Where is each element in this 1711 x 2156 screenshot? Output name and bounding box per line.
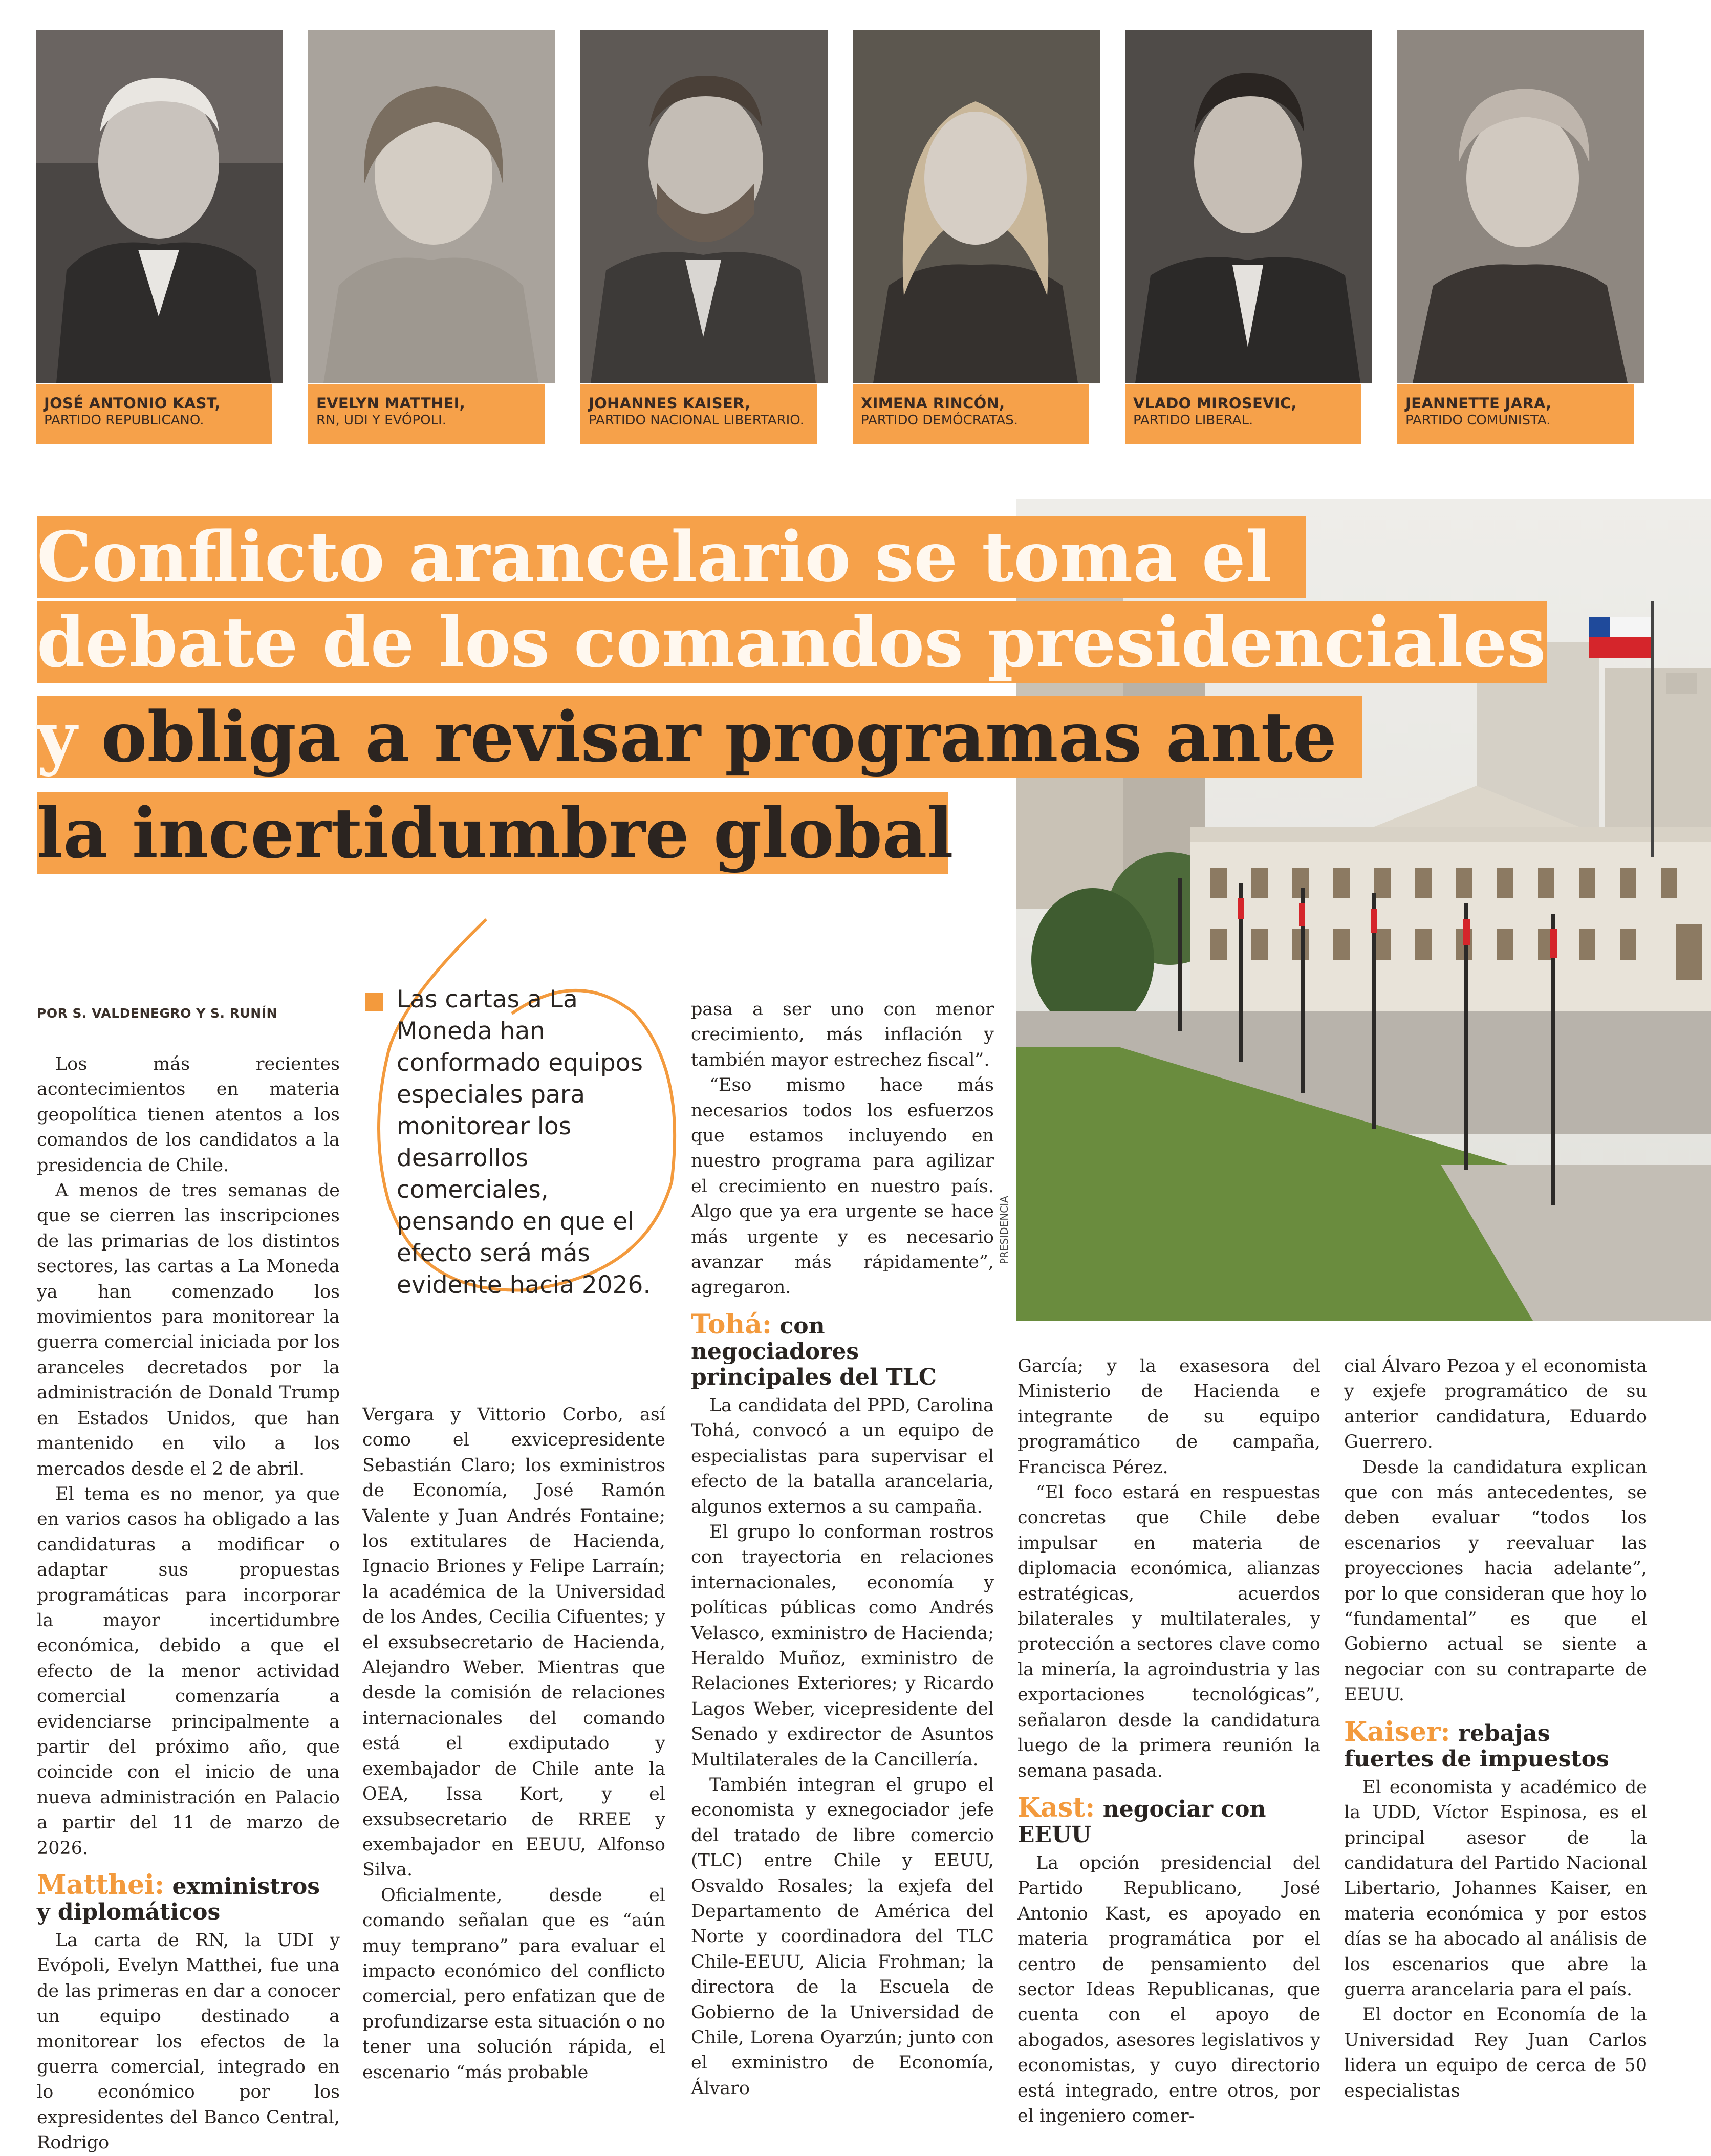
- caption-kast: JOSÉ ANTONIO KAST, PARTIDO REPUBLICANO.: [36, 384, 272, 444]
- pull-quote-bullet: [365, 993, 383, 1011]
- subhead-kaiser: Kaiser: rebajas fuertes de impuestos: [1344, 1716, 1609, 1772]
- portrait-kaiser: [580, 30, 828, 383]
- column-2: [362, 1403, 665, 2085]
- paragraph: A menos de tres semanas de que se cierren las inscripciones de las primarias de los distintos sectores, las cartas a La Moneda ya han comenzado los movimientos para monitorear la guerra comercial iniciada por los aranceles decretados por la administración de Donald Trump en Estados Unidos, que han mantenido en vilo a los mercados desde el 2 de abril.: [37, 1180, 340, 1479]
- paragraph: La carta de RN, la UDI y Evópoli, Evelyn Matthei, fue una de las primeras en dar a conocer un equipo destinado a monitorear los efectos de la guerra comercial, integrado en lo económico por los expresidentes del Banco Central, Rodrigo: [37, 1930, 340, 2153]
- headline-line-3: y obliga a revisar programas ante: [37, 696, 1337, 778]
- paragraph: Vergara y Vittorio Corbo, así como el exvicepresidente Sebastián Claro; los exministros de Economía, José Ramón Valente y Juan Andrés Fontaine; los extitulares de Hacienda, Ignacio Briones y Felipe Larraín; la académica de la Universidad de los Andes, Cecilia Cifuentes; y el exsubsecretario de Hacienda, Alejandro Weber. Mientras que desde la comisión de relaciones internacionales del comando está el exdiputado y exembajador de Chile ante la OEA, Issa Kort, y el exsubsecretario de RREE y exembajador en EEUU, Alfonso Silva.: [362, 1405, 665, 1881]
- paragraph: El tema es no menor, ya que en varios casos ha obligado a las candidaturas a modificar o adaptar sus propuestas programáticas para incorporar la mayor incertidumbre económica, debido a que el efecto de la menor actividad comercial comenzaría a evidenciarse principalmente a partir del próximo año, que coincide con el inicio de una nueva administración en Palacio a partir del 11 de marzo de 2026.: [37, 1483, 340, 1859]
- headline-line-4: la incertidumbre global: [37, 792, 954, 874]
- portrait-jara: [1397, 30, 1644, 383]
- paragraph: El doctor en Economía de la Universidad Rey Juan Carlos lidera un equipo de cerca de 50 especialistas: [1344, 2004, 1647, 2101]
- caption-jara: JEANNETTE JARA, PARTIDO COMUNISTA.: [1397, 384, 1634, 444]
- paragraph: Oficialmente, desde el comando señalan que es “aún muy temprano” para evaluar el impacto económico del conflicto comercial, pero enfatizan que de profundizarse esta situación o no tener una solución rápida, el escenario “más probable: [362, 1885, 665, 2083]
- paragraph: García; y la exasesora del Ministerio de Hacienda e integrante de su equipo programático de campaña, Francisca Pérez.: [1017, 1356, 1320, 1478]
- column-4: [1017, 1354, 1320, 2129]
- paragraph: La candidata del PPD, Carolina Tohá, convocó a un equipo de especialistas para supervisar el efecto de la batalla arancelaria, algunos externos a su campaña.: [691, 1395, 994, 1517]
- byline: POR S. VALDENEGRO Y S. RUNÍN: [37, 1006, 277, 1021]
- paragraph: El grupo lo conforman rostros con trayectoria en relaciones internacionales, economía y políticas públicas como Andrés Velasco, exministro de Hacienda; Heraldo Muñoz, exministro de Relaciones Exteriores; y Ricardo Lagos Weber, vicepresidente del Senado y exdirector de Asuntos Multilaterales de la Cancillería.: [691, 1521, 994, 1770]
- caption-rincon: XIMENA RINCÓN, PARTIDO DEMÓCRATAS.: [853, 384, 1089, 444]
- portrait-rincon: [853, 30, 1100, 383]
- paragraph: Los más recientes acontecimientos en materia geopolítica tienen atentos a los comandos de los candidatos a la presidencia de Chile.: [37, 1054, 340, 1176]
- pull-quote: Las cartas a La Moneda han conformado equipos especiales para monitorear los desarrollos comerciales, pensando en que el efecto será más evidente hacia 2026.: [397, 985, 651, 1299]
- headline-line-1: Conflicto arancelario se toma el: [37, 516, 1272, 597]
- paragraph: El economista y académico de la UDD, Víctor Espinosa, es el principal asesor de la candidatura del Partido Nacional Libertario, Johannes Kaiser, en materia económica y por estos días se ha abocado al análisis de los escenarios que abre la guerra arancelaria para el país.: [1344, 1777, 1647, 2000]
- portrait-mirosevic: [1125, 30, 1372, 383]
- paragraph: La opción presidencial del Partido Republicano, José Antonio Kast, es apoyado en materia programática por el centro de pensamiento del sector Ideas Republicanas, que cuenta con el apoyo de abogados, asesores legislativos y economistas, y cuyo directorio está integrado, entre otros, por el ingeniero comer-: [1017, 1852, 1320, 2126]
- subhead-matthei: Matthei: exministros y diplomáticos: [37, 1869, 320, 1925]
- column-3: [691, 997, 994, 2101]
- paragraph: cial Álvaro Pezoa y el economista y exjefe programático de su anterior candidatura, Eduardo Guerrero.: [1344, 1356, 1647, 1453]
- paragraph: “Eso mismo hace más necesarios todos los esfuerzos que estamos incluyendo en nuestro programa para agilizar el crecimiento en nuestro país. Algo que ya era urgente se hace más urgente y es necesario avanzar más rápidamente”, agregaron.: [691, 1075, 994, 1298]
- headline-line-2: debate de los comandos presidenciales: [37, 601, 1546, 683]
- column-5: [1344, 1354, 1647, 2104]
- paragraph: “El foco estará en respuestas concretas que Chile debe impulsar en materia de diplomacia económica, alianzas estratégicas, acuerdos bilaterales y multilaterales, y protección a sectores clave como la minería, la agroindustria y las exportaciones tecnológicas”, señalaron desde la candidatura luego de la primera reunión la semana pasada.: [1017, 1482, 1320, 1781]
- caption-matthei: EVELYN MATTHEI, RN, UDI Y EVÓPOLI.: [308, 384, 545, 444]
- portrait-kast: [36, 30, 283, 383]
- paragraph: Desde la candidatura explican que con más antecedentes, se deben evaluar “todos los escenarios y reevaluar las proyecciones hacia adelante”, por lo que consideran que hoy lo “fundamental” es que el Gobierno actual se siente a negociar con su contraparte de EEUU.: [1344, 1457, 1647, 1706]
- paragraph: También integran el grupo el economista y exnegociador jefe del tratado de libre comercio (TLC) entre Chile y EEUU, Osvaldo Rosales; la exjefa del Departamento de América del Norte y coordinadora del TLC Chile-EEUU, Alicia Frohman; la directora de la Escuela de Gobierno de la Universidad de Chile, Lorena Oyarzún; junto con el exministro de Economía, Álvaro: [691, 1774, 994, 2099]
- portrait-matthei: [308, 30, 555, 383]
- subhead-kast: Kast: negociar con EEUU: [1017, 1792, 1266, 1848]
- subhead-toha: Tohá: con negociadores principales del TLC: [691, 1308, 937, 1390]
- photo-credit: PRESIDENCIA: [998, 1196, 1010, 1264]
- paragraph: pasa a ser uno con menor crecimiento, más inflación y también mayor estrechez fiscal”.: [691, 999, 994, 1070]
- column-1: [37, 1052, 340, 2156]
- caption-kaiser: JOHANNES KAISER, PARTIDO NACIONAL LIBERTARIO.: [580, 384, 817, 444]
- caption-mirosevic: VLADO MIROSEVIC, PARTIDO LIBERAL.: [1125, 384, 1361, 444]
